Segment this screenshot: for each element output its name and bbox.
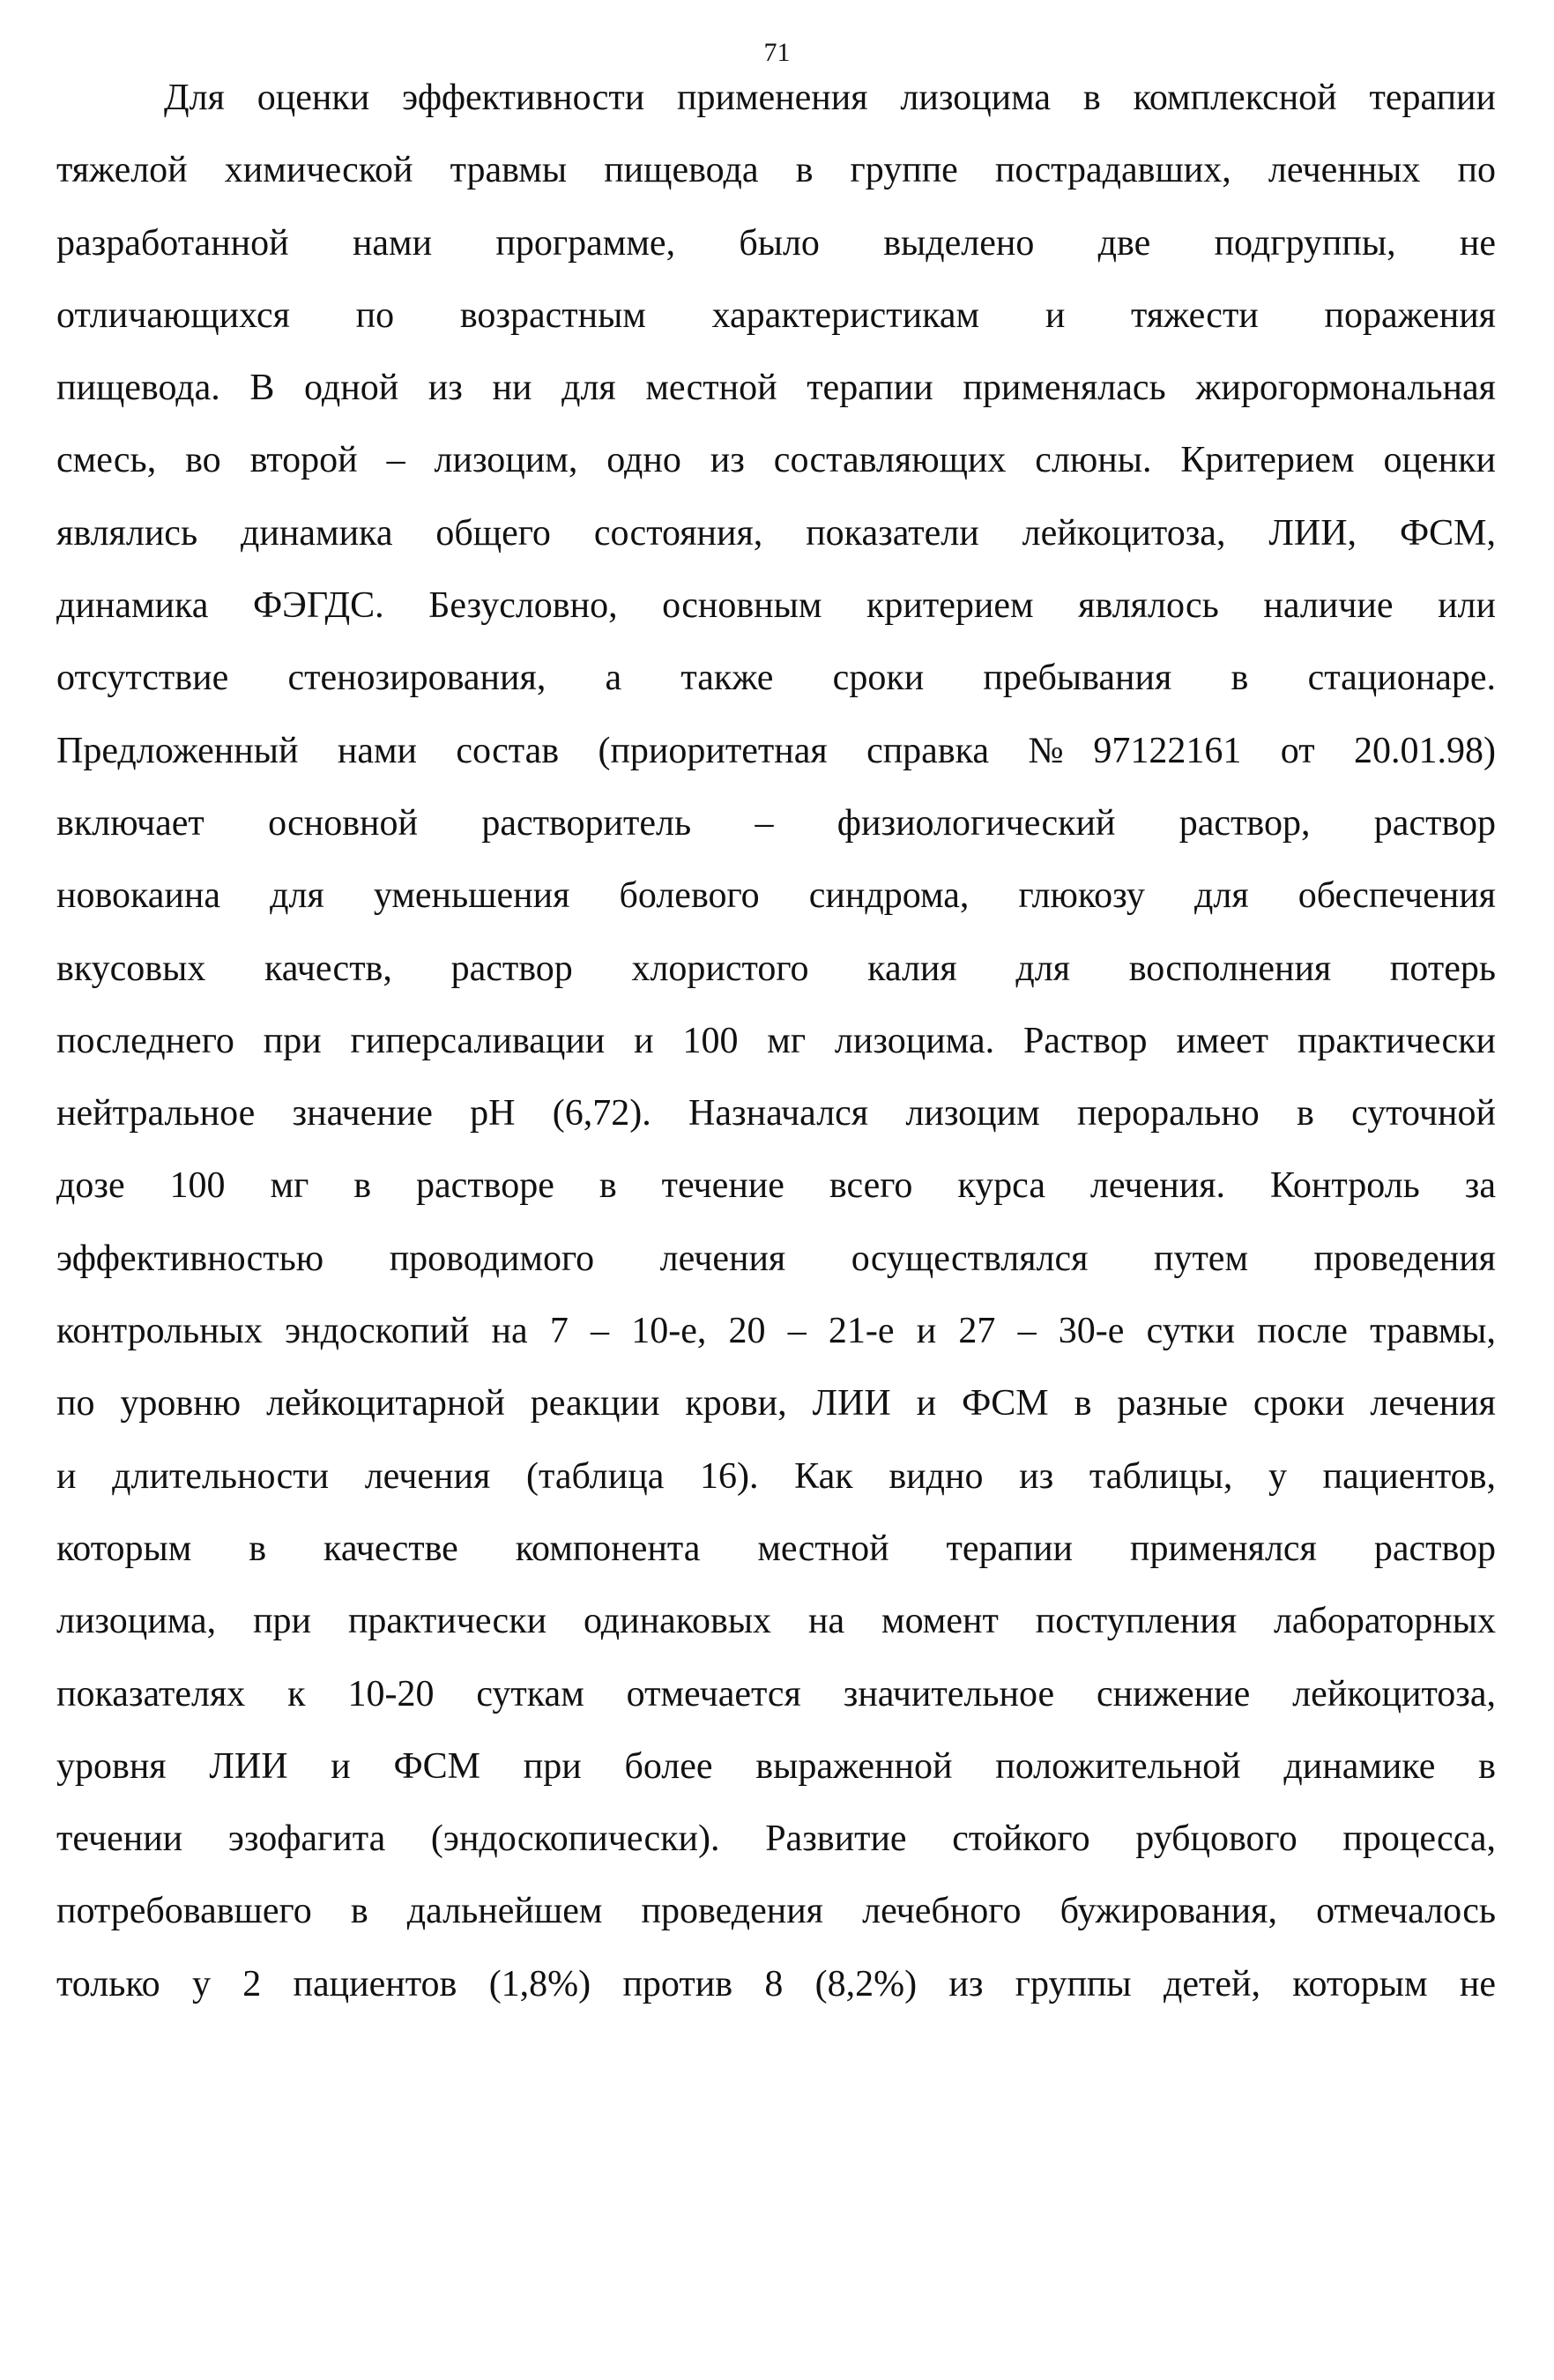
text-line: динамика ФЭГДС. Безусловно, основным критерием являлось наличие или — [56, 585, 1496, 627]
text-line: отличающихся по возрастным характеристикам и тяжести поражения — [56, 294, 1496, 336]
text-line: потребовавшего в дальнейшем проведения лечебного бужирования, отмечалось — [56, 1891, 1496, 1932]
text-line: включает основной растворитель – физиологический раствор, раствор — [56, 802, 1496, 844]
text-line: разработанной нами программе, было выделено две подгруппы, не — [56, 222, 1496, 264]
text-line: и длительности лечения (таблица 16). Как видно из таблицы, у пациентов, — [56, 1455, 1496, 1497]
text-line: дозе 100 мг в растворе в течение всего курса лечения. Контроль за — [56, 1165, 1496, 1207]
text-line: течении эзофагита (эндоскопически). Развитие стойкого рубцового процесса, — [56, 1818, 1496, 1860]
text-line: последнего при гиперсаливации и 100 мг лизоцима. Раствор имеет практически — [56, 1020, 1496, 1061]
text-line: Предложенный нами состав (приоритетная справка №97122161 от 20.01.98) — [56, 730, 1496, 771]
text-line: нейтральное значение рН (6,72). Назначался лизоцим перорально в суточной — [56, 1093, 1496, 1134]
page-number: 71 — [763, 38, 791, 67]
text-line: отсутствие стенозирования, а также сроки пребывания в стационаре. — [56, 658, 1496, 699]
body-paragraph — [56, 62, 1496, 2020]
text-line: вкусовых качеств, раствор хлористого калия для восполнения потерь — [56, 948, 1496, 989]
text-line: пищевода. В одной из ни для местной терапии применялась жирогормональная — [56, 368, 1496, 409]
text-line: которым в качестве компонента местной терапии применялся раствор — [56, 1528, 1496, 1569]
text-line: эффективностью проводимого лечения осуществлялся путем проведения — [56, 1238, 1496, 1279]
text-line: смесь, во второй – лизоцим, одно из составляющих слюны. Критерием оценки — [56, 440, 1496, 481]
text-line: являлись динамика общего состояния, показатели лейкоцитоза, ЛИИ, ФСМ, — [56, 512, 1496, 554]
text-line: по уровню лейкоцитарной реакции крови, ЛИИ и ФСМ в разные сроки лечения — [56, 1383, 1496, 1424]
text-line: лизоцима, при практически одинаковых на момент поступления лабораторных — [56, 1601, 1496, 1642]
text-line: контрольных эндоскопий на 7 – 10-е, 20 – 21-е и 27 – 30-е сутки после травмы, — [56, 1311, 1496, 1352]
text-line: только у 2 пациентов (1,8%) против 8 (8,2%) из группы детей, которым не — [56, 1963, 1496, 2004]
text-line: показателях к 10-20 суткам отмечается значительное снижение лейкоцитоза, — [56, 1673, 1496, 1714]
text-line: уровня ЛИИ и ФСМ при более выраженной положительной динамике в — [56, 1745, 1496, 1787]
text-line: тяжелой химической травмы пищевода в группе пострадавших, леченных по — [56, 150, 1496, 191]
text-line: Для оценки эффективности применения лизоцима в комплексной терапии — [164, 78, 1496, 118]
text-line: новокаина для уменьшения болевого синдрома, глюкозу для обеспечения — [56, 875, 1496, 917]
